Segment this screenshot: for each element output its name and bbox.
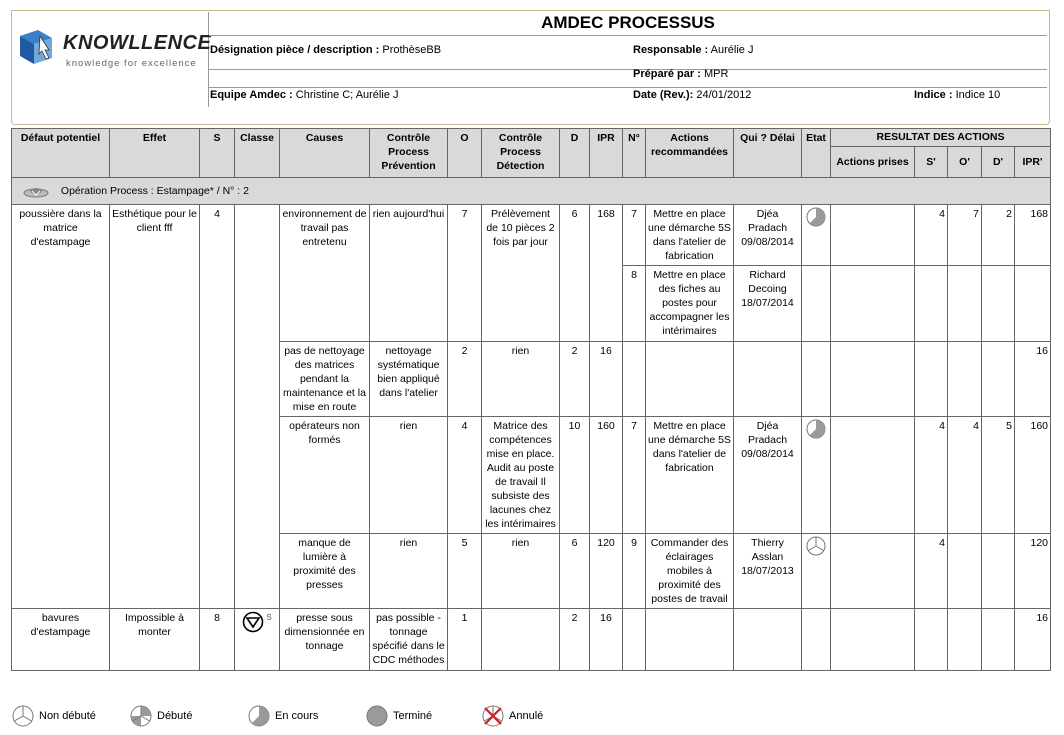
col-detection: Contrôle Process Détection	[482, 129, 560, 178]
col-defaut: Défaut potentiel	[12, 129, 110, 178]
qui-cell: Djéa Pradach 09/08/2014	[734, 417, 802, 534]
defaut-cell: bavures d'estampage	[12, 609, 110, 671]
o-cell: 5	[448, 534, 482, 609]
table-body	[12, 178, 1051, 671]
d2-cell	[982, 534, 1015, 609]
ipr2-cell: 168	[1015, 205, 1051, 266]
action-num-cell: 8	[623, 266, 646, 342]
legend-label: Annulé	[509, 710, 544, 722]
action-cell: Commander des éclairages mobiles à proximité des postes de travail	[646, 534, 734, 609]
col-etat: Etat	[802, 129, 831, 178]
o-cell: 2	[448, 342, 482, 417]
col-effet: Effet	[110, 129, 200, 178]
cause-cell: environnement de travail pas entretenu	[280, 205, 370, 342]
table-row	[12, 205, 1051, 266]
col-s2: S'	[915, 147, 948, 178]
equipe-field	[210, 89, 399, 101]
responsable-label: Responsable :	[633, 44, 709, 56]
ipr-cell: 168	[590, 205, 623, 342]
ipr-cell: 16	[590, 609, 623, 671]
d2-cell: 5	[982, 417, 1015, 534]
logo-brand: KNOWLLENCE	[63, 32, 212, 54]
responsable-value: Aurélie J	[710, 44, 754, 56]
col-actions-prises: Actions prises	[831, 147, 915, 178]
ipr2-cell: 120	[1015, 534, 1051, 609]
etat-cell	[802, 609, 831, 671]
s2-cell: 4	[915, 534, 948, 609]
legend-label: Débuté	[157, 710, 193, 722]
equipe-label: Equipe Amdec :	[210, 89, 293, 101]
legend-label: En cours	[275, 710, 319, 722]
o2-cell	[948, 534, 982, 609]
date-label: Date (Rev.):	[633, 89, 694, 101]
designation-field	[210, 44, 441, 56]
o2-cell	[948, 609, 982, 671]
col-o: O	[448, 129, 482, 178]
indice-field	[914, 89, 1000, 101]
cause-cell: opérateurs non formés	[280, 417, 370, 534]
col-classe: Classe	[235, 129, 280, 178]
qui-cell: Thierry Asslan 18/07/2013	[734, 534, 802, 609]
status-cancelled-icon	[482, 705, 504, 727]
actions-prises-cell	[831, 266, 915, 342]
col-d2: D'	[982, 147, 1015, 178]
action-num-cell: 7	[623, 417, 646, 534]
s2-cell	[915, 266, 948, 342]
legend-item	[482, 704, 543, 728]
status-started-icon	[130, 705, 152, 727]
o2-cell: 7	[948, 205, 982, 266]
legend-item	[130, 704, 192, 728]
responsable-field	[633, 44, 753, 56]
date-value: 24/01/2012	[696, 89, 752, 101]
prevention-cell: rien	[370, 534, 448, 609]
s2-cell	[915, 609, 948, 671]
designation-label: Désignation pièce / description :	[210, 44, 380, 56]
prevention-cell: nettoyage systématique bien appliqué dans l'atelier	[370, 342, 448, 417]
defaut-cell: poussière dans la matrice d'estampage	[12, 205, 110, 609]
d-cell: 2	[560, 342, 590, 417]
col-o2: O'	[948, 147, 982, 178]
d-cell: 6	[560, 534, 590, 609]
actions-prises-cell	[831, 205, 915, 266]
classe-cell	[235, 205, 280, 609]
ipr-cell: 120	[590, 534, 623, 609]
action-num-cell: 9	[623, 534, 646, 609]
o2-cell: 4	[948, 417, 982, 534]
table-row	[12, 609, 1051, 671]
equipe-value: Christine C; Aurélie J	[295, 89, 399, 101]
operation-icon	[22, 183, 50, 199]
qui-cell	[734, 342, 802, 417]
actions-prises-cell	[831, 342, 915, 417]
prevention-cell: pas possible - tonnage spécifié dans le CDC méthodes	[370, 609, 448, 671]
col-d: D	[560, 129, 590, 178]
document-header	[11, 10, 1050, 125]
d-cell: 10	[560, 417, 590, 534]
action-num-cell	[623, 342, 646, 417]
legend-label: Non débuté	[39, 710, 96, 722]
status-en-cours-icon	[806, 207, 826, 227]
s2-cell	[915, 342, 948, 417]
o-cell: 1	[448, 609, 482, 671]
etat-cell	[802, 417, 831, 534]
indice-label: Indice :	[914, 89, 953, 101]
ipr-cell: 16	[590, 342, 623, 417]
section-label: Opération Process : Estampage* / N° : 2	[60, 184, 249, 197]
page-title: AMDEC PROCESSUS	[209, 11, 1047, 36]
classe-label: S	[266, 613, 272, 622]
action-cell: Mettre en place des fiches au postes pour accompagner les intérimaires	[646, 266, 734, 342]
d-cell: 2	[560, 609, 590, 671]
detection-cell	[482, 609, 560, 671]
prepare-field	[633, 68, 728, 80]
col-prevention: Contrôle Process Prévention	[370, 129, 448, 178]
cause-cell: presse sous dimensionnée en tonnage	[280, 609, 370, 671]
prevention-cell: rien	[370, 417, 448, 534]
section-row	[12, 178, 1051, 205]
company-logo	[13, 12, 212, 107]
o-cell: 7	[448, 205, 482, 342]
legend-label: Terminé	[393, 710, 433, 722]
s2-cell: 4	[915, 205, 948, 266]
s-cell: 4	[200, 205, 235, 609]
action-num-cell: 7	[623, 205, 646, 266]
amdec-table	[11, 128, 1051, 671]
logo-tagline: knowledge for excellence	[66, 58, 197, 69]
prepare-value: MPR	[703, 68, 729, 80]
status-in-progress-icon	[248, 705, 270, 727]
ipr2-cell: 16	[1015, 609, 1051, 671]
actions-prises-cell	[831, 417, 915, 534]
etat-cell	[802, 342, 831, 417]
detection-cell: Matrice des compétences mise en place. Audit au poste de travail Il subsiste des lacunes chez les intérimaires	[482, 417, 560, 534]
cause-cell: manque de lumière à proximité des presses	[280, 534, 370, 609]
status-done-icon	[366, 705, 388, 727]
ipr-cell: 160	[590, 417, 623, 534]
section-cell	[12, 178, 1051, 205]
action-num-cell	[623, 609, 646, 671]
col-ipr: IPR	[590, 129, 623, 178]
prepare-label: Préparé par :	[633, 68, 701, 80]
action-cell: Mettre en place une démarche 5S dans l'atelier de fabrication	[646, 205, 734, 266]
status-legend	[12, 704, 1012, 728]
actions-prises-cell	[831, 609, 915, 671]
col-ipr2: IPR'	[1015, 147, 1051, 178]
legend-item	[248, 704, 318, 728]
safety-class-icon	[242, 611, 266, 633]
qui-cell: Richard Decoing 18/07/2014	[734, 266, 802, 342]
action-cell: Mettre en place une démarche 5S dans l'atelier de fabrication	[646, 417, 734, 534]
legend-item	[12, 704, 96, 728]
qui-cell: Djéa Pradach 09/08/2014	[734, 205, 802, 266]
etat-cell	[802, 534, 831, 609]
ipr2-cell: 16	[1015, 342, 1051, 417]
col-s: S	[200, 129, 235, 178]
col-actions: Actions recommandées	[646, 129, 734, 178]
action-cell	[646, 609, 734, 671]
o-cell: 4	[448, 417, 482, 534]
col-resultat: RESULTAT DES ACTIONS	[831, 129, 1051, 147]
indice-value: Indice 10	[955, 89, 1001, 101]
action-cell	[646, 342, 734, 417]
d2-cell: 2	[982, 205, 1015, 266]
etat-cell	[802, 205, 831, 266]
d2-cell	[982, 609, 1015, 671]
s-cell: 8	[200, 609, 235, 671]
ipr2-cell	[1015, 266, 1051, 342]
status-non-debute-icon	[806, 536, 826, 556]
o2-cell	[948, 342, 982, 417]
o2-cell	[948, 266, 982, 342]
logo-cube-icon	[18, 28, 54, 66]
s2-cell: 4	[915, 417, 948, 534]
date-field	[633, 89, 751, 101]
d-cell: 6	[560, 205, 590, 342]
designation-value: ProthèseBB	[382, 44, 442, 56]
etat-cell	[802, 266, 831, 342]
prevention-cell: rien aujourd'hui	[370, 205, 448, 342]
col-num: N°	[623, 129, 646, 178]
status-not-started-icon	[12, 705, 34, 727]
ipr2-cell: 160	[1015, 417, 1051, 534]
detection-cell: rien	[482, 534, 560, 609]
d2-cell	[982, 342, 1015, 417]
col-qui: Qui ? Délai	[734, 129, 802, 178]
detection-cell: Prélèvement de 10 pièces 2 fois par jour	[482, 205, 560, 342]
status-en-cours-icon	[806, 419, 826, 439]
cause-cell: pas de nettoyage des matrices pendant la maintenance et la mise en route	[280, 342, 370, 417]
legend-item	[366, 704, 432, 728]
qui-cell	[734, 609, 802, 671]
d2-cell	[982, 266, 1015, 342]
actions-prises-cell	[831, 534, 915, 609]
classe-cell	[235, 609, 280, 671]
effet-cell: Impossible à monter	[110, 609, 200, 671]
detection-cell: rien	[482, 342, 560, 417]
col-causes: Causes	[280, 129, 370, 178]
effet-cell: Esthétique pour le client fff	[110, 205, 200, 609]
